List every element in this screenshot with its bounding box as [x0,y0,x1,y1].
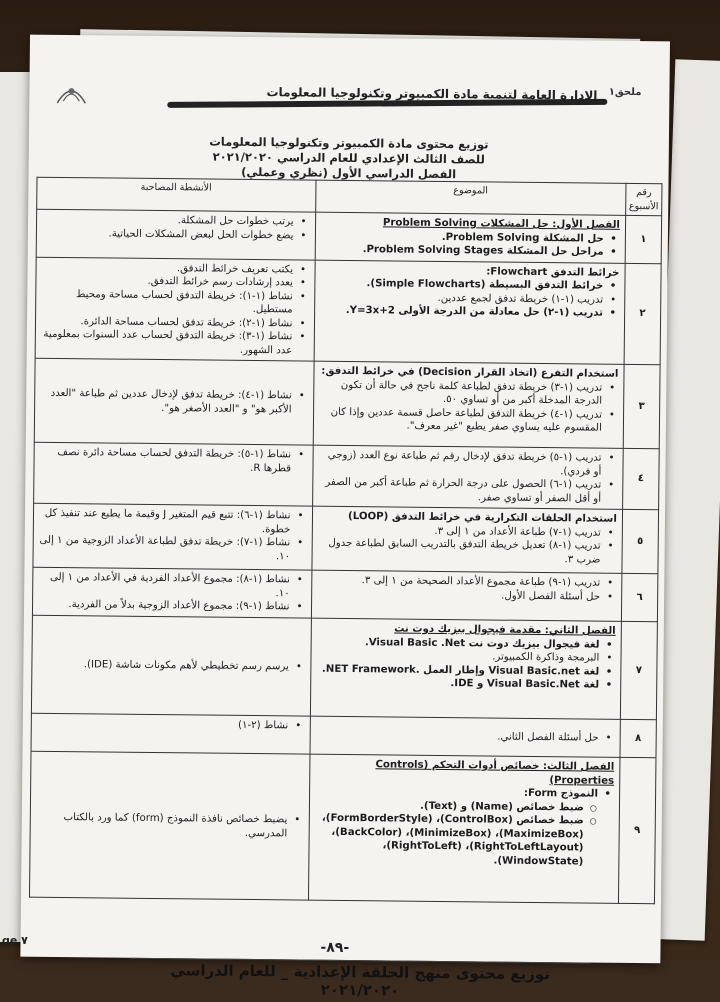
page-number: -٨٩- [320,939,350,957]
ministry-logo [45,75,97,122]
list-item: • حل المشكلة Problem Solving. [320,229,605,245]
table-row [35,257,661,365]
list-item: • يضع خطوات الحل لبعض المشكلات الحياتية. [42,226,296,242]
list-item: • تدريب (١-٤) خريطة التدفق لطباعة حاصل قسمة عددين وإذا كان المقسوم عليه يساوي صفر يطبع "غير معرف". [318,405,604,435]
week-number: ٨ [620,719,657,757]
table-row [36,209,661,263]
topic-cell [310,618,621,719]
list-item: • نشاط (١-٢): خريطة تدفق لحساب مساحة الدائرة. [41,314,295,330]
title-line-2: للصف الثالث الإعدادي للعام الدراسي ٢٠٢١/٢٠٢٠ [212,149,485,167]
activities-cell [35,257,315,361]
list-item: • نشاط (١-٣): خريطة التدفق لحساب عدد السنوات بمعلومية عدد الشهور. [41,328,295,358]
list-item: • تدريب (١-٧) طباعة الأعداد من ١ إلى ٣. [317,523,602,539]
table-row [31,713,656,758]
list-item: • تدريب (١-٨) تعديل خريطة التدفق بالتدريب السابق لطباعة جدول ضرب ٣. [317,537,603,567]
week-number: ٧ [620,621,657,719]
list-item: • يضبط خصائص نافذة النموذج (form) كما ورد بالكتاب المدرسي. [36,811,290,841]
topic-cell [313,361,624,448]
topic-title: استخدام الحلقات التكرارية في خرائط التدفق (LOOP) [348,511,617,525]
topic-title: الفصل الأول: حل المشكلات Problem Solving [382,217,620,231]
list-item: • حل أسئلة الفصل الثاني. [315,728,600,744]
list-item: • يرسم رسم تخطيطي لأهم مكونات شاشة (IDE). [37,658,291,674]
week-number: ٩ [618,757,656,903]
table-row [33,503,659,574]
page-footer: توزيع محتوى منهج الحلقة الإعدادية _ للعام الدراسي ٢٠٢١/٢٠٢٠ [130,958,590,1002]
topic-subtitle: • النموذج Form: [315,785,600,801]
list-item: ○ ضبط خصائص (Name) و (Text). [314,798,585,814]
title-line-3: الفصل الدراسي الأول (نظري وعملي) [241,164,457,182]
topic-cell [311,506,622,573]
list-item: • تدريب (١-٥) خريطة تدفق لإدخال رقم ثم طباعة نوع العدد (زوجي أو فردي). [318,449,604,479]
list-item: • نشاط (١-١): خريطة التدفق لحساب مساحة ومحيط مستطيل. [41,287,295,317]
list-item: • البرمجة وذاكرة الكمبيوتر. [316,649,601,665]
topic-cell [308,754,620,903]
annex-label: ملحق١ [608,86,642,99]
activities-cell [32,567,311,618]
document-title [149,134,549,183]
list-item: • خرائط التدفق البسيطة (Simple Flowcharts). [320,277,605,293]
week-number: ٥ [622,509,659,573]
topic-title: الفصل الثاني: مقدمة فيجوال بيزيك دوت نت [394,623,616,637]
list-item: • نشاط (١-٩): مجموع الأعداد الزوجية بدلاً من الفردية. [38,598,292,614]
emblem-icon [51,75,91,109]
activities-cell [31,615,311,716]
topic-cell [315,212,626,263]
header-topic: الموضوع [315,180,626,215]
topic-cell [311,570,622,621]
topic-title: خرائط التدفق Flowchart: [486,265,620,279]
list-item: • يكتب تعريف خرائط التدفق. [42,260,296,276]
activities-cell [34,442,313,506]
week-number: ٢ [624,263,661,365]
list-item: • تدريب (١-٦) الحصول على درجة الحرارة ثم طباعة أكبر من الصفر أو أقل الصفر أو تساوي صفر. [318,476,604,506]
activities-cell [29,751,309,900]
list-item: • تدريب (١-٢) حل معادلة من الدرجة الأولى Y=3x+2. [320,304,605,320]
list-item: • يعدد إرشادات رسم خرائط التدفق. [41,274,295,290]
list-item: • تدريب (١-٩) طباعة مجموع الأعداد الصحيحة من ١ إلى ٣. [317,574,602,590]
activities-cell [34,358,313,445]
administration-name: الإدارة العامة لتنمية مادة الكمبيوتر وتكنولوجيا المعلومات [266,85,598,103]
topic-cell [310,716,621,757]
list-item: • نشاط (١-٤): خريطة تدفق لإدخال عددين ثم طباعة "العدد الأكبر هو" و "العدد الأصغر هو". [40,387,294,417]
title-line-1: توزيع محتوى مادة الكمبيوتر وتكنولوجيا المعلومات [209,134,489,152]
topic-cell [314,260,625,365]
topic-cell [312,445,623,509]
list-item: • يرتب خطوات حل المشكلة. [42,213,296,229]
table-row [32,567,657,622]
list-item: • نشاط (١-٦): تتبع قيم المتغير J وقيمة ما يطبع عند تنفيذ كل خطوة. [39,507,293,537]
list-item: • تدريب (١-٣) خريطة تدفق لطباعة كلمة ناجح في حالة أن تكون الدرجة المدخلة أكبر من أو تساوي ٥٠. [319,378,605,408]
list-item: • نشاط (١-٨): مجموع الأعداد الفردية في الأعداد من ١ إلى ١٠. [38,571,292,601]
list-item: • لغة Visual Basic.net وإطار العمل .NET Framework. [316,662,601,678]
topic-title: استخدام التفرع (اتخاذ القرار Decision) في خرائط التدفق: [321,365,619,380]
topic-title: الفصل الثالث: خصائص أدوات التحكم (Controls Properties) [375,759,615,787]
list-item: • تدريب (١-١) خريطة تدفق لجمع عددين. [320,290,605,306]
table-row [29,751,655,904]
activities-cell [31,713,310,754]
week-number: ٦ [621,573,658,621]
document-page [20,35,670,1000]
activities-cell [36,209,315,259]
activities-cell [33,503,312,570]
curriculum-table [29,177,663,905]
list-item: • نشاط (٢-١) [37,717,291,733]
table-row [34,358,660,449]
list-item: • مراحل حل المشكلة Problem Solving Stages. [320,243,605,259]
week-number: ٣ [623,364,660,448]
table-row [34,442,660,510]
header-week: رقم الأسبوع [626,183,662,215]
list-item: • نشاط (١-٧): خريطة تدفق لطباعة الأعداد الزوجية من ١ إلى ١٠. [39,534,293,564]
corner-text: ge ٧ [2,934,28,947]
header-activities: الأنشطة المصاحبة [37,177,316,212]
week-number: ١ [625,215,662,263]
list-item: • حل أسئلة الفصل الأول. [317,587,602,603]
table-row [31,615,657,720]
list-item: • لغة Visual Basic.Net و IDE. [316,676,601,692]
week-number: ٤ [622,448,659,509]
list-item: • لغة فيجوال بيزيك دوت نت Visual Basic .Net. [316,635,601,651]
list-item: ○ ضبط خصائص (ControlBox)، (FormBorderStyle)، (MaximizeBox)، (MinimizeBox)، (BackColor)، (RightToLeftLayout)، (RightToLeft)، (WindowState). [314,812,586,869]
list-item: • نشاط (١-٥): خريطة التدفق لحساب مساحة دائرة نصف قطرها R. [39,446,293,476]
